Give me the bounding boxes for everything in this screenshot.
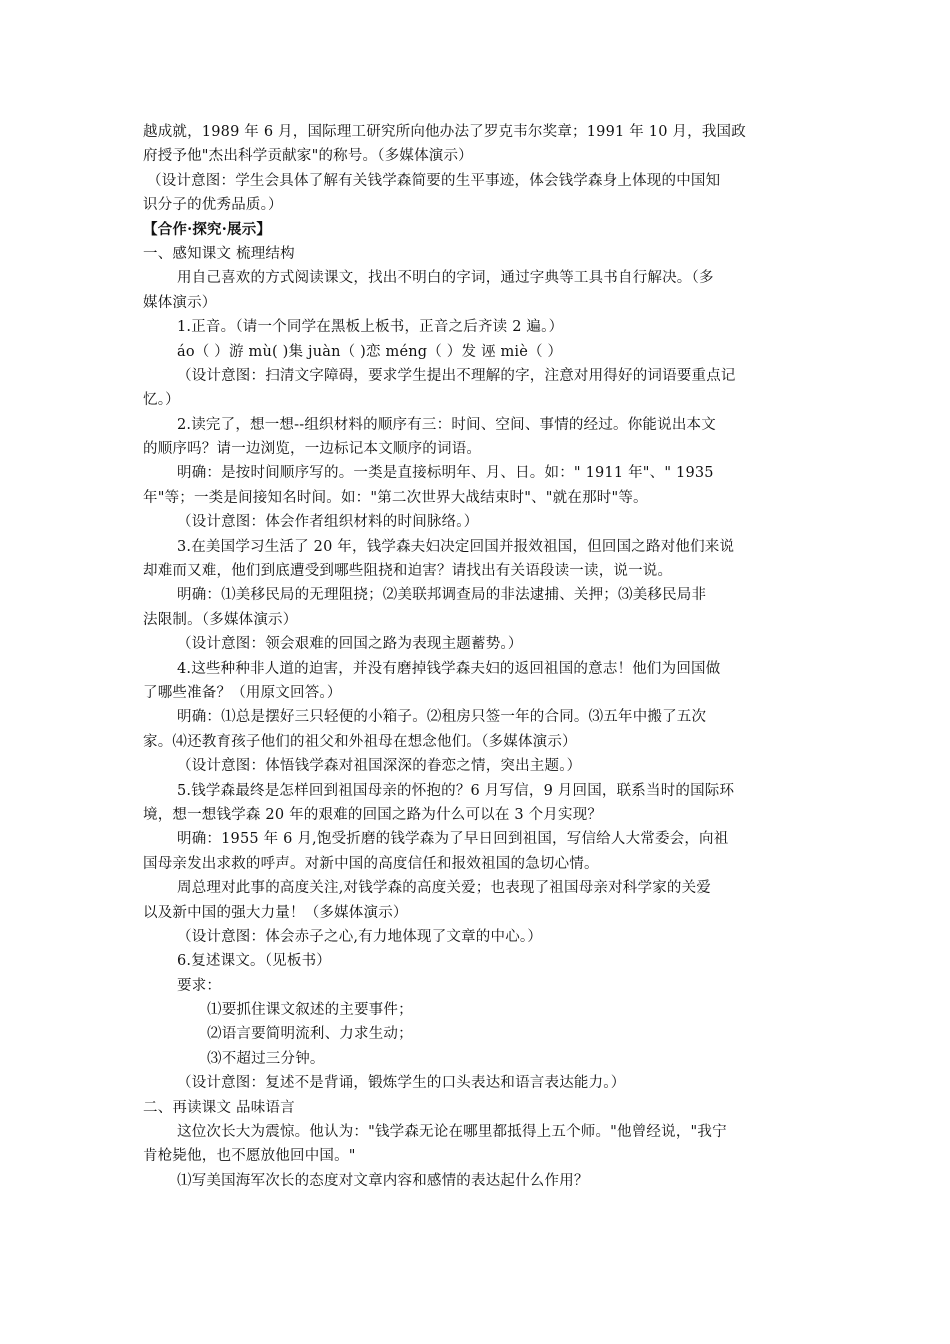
document-body xyxy=(143,120,811,1193)
text-line: 1.正音。（请一个同学在黑板上板书，正音之后齐读 2 遍。） xyxy=(177,319,564,336)
text-line: （设计意图：体悟钱学森对祖国深深的眷恋之情，突出主题。） xyxy=(177,758,582,775)
text-line: 2.读完了，想一想--组织材料的顺序有三：时间、空间、事情的经过。你能说出本文 xyxy=(177,416,716,433)
text-line: 明确：是按时间顺序写的。一类是直接标明年、月、日。如：" 1911 年"、" 1935 xyxy=(177,465,714,482)
text-line: ⑴要抓住课文叙述的主要事件； xyxy=(207,1002,413,1019)
text-line: 越成就，1989 年 6 月，国际理工研究所向他办法了罗克韦尔奖章；1991 年 10 月，我国政 xyxy=(143,124,746,140)
text-line: 年"等；一类是间接知名时间。如："第二次世界大战结束时"、"就在那时"等。 xyxy=(143,489,648,506)
section-heading: 【合作·探究·展示】 xyxy=(143,220,272,238)
text-line: 忆。） xyxy=(143,392,180,409)
text-line: 这位次长大为震惊。他认为："钱学森无论在哪里都抵得上五个师。"他曾经说，"我宁 xyxy=(177,1124,727,1141)
text-line: （设计意图：体会作者组织材料的时间脉络。） xyxy=(177,514,479,531)
text-line: 3.在美国学习生活了 20 年，钱学森夫妇决定回国并报效祖国，但回国之路对他们来说 xyxy=(177,538,735,555)
text-line: 明确：1955 年 6 月,饱受折磨的钱学森为了早日回到祖国，写信给人大常委会，向祖 xyxy=(177,831,729,848)
text-line: 家。⑷还教育孩子他们的祖父和外祖母在想念他们。（多媒体演示） xyxy=(143,733,577,750)
text-line: 用自己喜欢的方式阅读课文，找出不明白的字词，通过字典等工具书自行解决。（多 xyxy=(177,270,714,287)
text-line: 国母亲发出求救的呼声。对新中国的高度信任和报效祖国的急切心情。 xyxy=(143,855,599,872)
text-line: 法限制。（多媒体演示） xyxy=(143,611,298,628)
text-line: 4.这些种种非人道的迫害，并没有磨掉钱学森夫妇的返回祖国的意志！他们为回国做 xyxy=(177,660,721,677)
text-line: 了哪些准备？（用原文回答。） xyxy=(143,684,342,701)
text-line: （设计意图：领会艰难的回国之路为表现主题蓄势。） xyxy=(177,636,523,653)
text-line: 一、感知课文 梳理结构 xyxy=(143,245,295,262)
text-line: （设计意图：体会赤子之心,有力地体现了文章的中心。） xyxy=(177,928,543,945)
text-line: ⑵语言要简明流利、力求生动； xyxy=(207,1026,413,1043)
text-line: 以及新中国的强大力量！（多媒体演示） xyxy=(143,904,408,921)
text-line: 识分子的优秀品质。） xyxy=(143,197,283,214)
text-line: 府授予他"杰出科学贡献家"的称号。（多媒体演示） xyxy=(143,148,473,165)
text-line: 5.钱学森最终是怎样回到祖国母亲的怀抱的？6 月写信，9 月回国，联系当时的国际环 xyxy=(177,782,735,799)
text-line: 明确：⑴美移民局的无理阻挠；⑵美联邦调查局的非法逮捕、关押；⑶美移民局非 xyxy=(177,587,707,604)
text-line: 6.复述课文。（见板书） xyxy=(177,953,331,970)
text-line: 明确：⑴总是摆好三只轻便的小箱子。⑵租房只签一年的合同。⑶五年中搬了五次 xyxy=(177,709,707,726)
text-line: 却难而又难，他们到底遭受到哪些阻挠和迫害？请找出有关语段读一读，说一说。 xyxy=(143,563,673,580)
text-line: ⑴写美国海军次长的态度对文章内容和感情的表达起什么作用？ xyxy=(177,1172,589,1189)
text-line: 肯枪毙他，也不愿放他回中国。" xyxy=(143,1148,356,1165)
text-line: 二、再读课文 品味语言 xyxy=(143,1099,295,1116)
text-line: （设计意图：学生会具体了解有关钱学森简要的生平事迹，体会钱学森身上体现的中国知 xyxy=(147,172,721,189)
text-line: （设计意图：扫清文字障碍，要求学生提出不理解的字，注意对用得好的词语要重点记 xyxy=(177,367,736,384)
text-line: 的顺序吗？请一边浏览，一边标记本文顺序的词语。 xyxy=(143,441,482,458)
text-line: 要求： xyxy=(177,977,222,994)
text-line: 媒体演示） xyxy=(143,294,217,311)
text-line: ⑶不超过三分钟。 xyxy=(207,1050,325,1067)
text-line: 境，想一想钱学森 20 年的艰难的回国之路为什么可以在 3 个月实现？ xyxy=(143,806,603,823)
text-line: áo（ ）游 mù( )集 juàn（ )恋 méng（ ）发 诬 miè（ ） xyxy=(177,343,563,360)
text-line: （设计意图：复述不是背诵，锻炼学生的口头表达和语言表达能力。） xyxy=(177,1075,626,1092)
text-line: 周总理对此事的高度关注,对钱学森的高度关爱；也表现了祖国母亲对科学家的关爱 xyxy=(177,880,712,897)
